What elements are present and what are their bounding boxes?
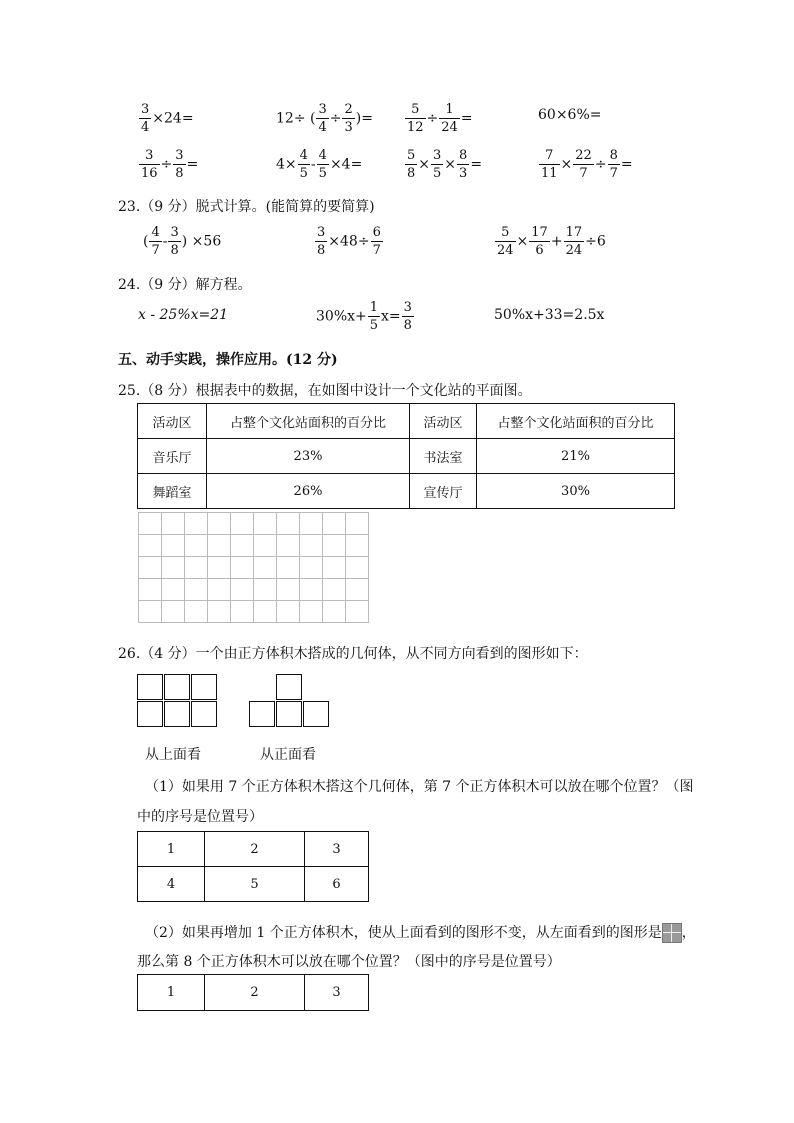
q24-eq-1: x - 25%x=21: [138, 307, 229, 323]
position-table-1: [137, 831, 369, 902]
position-cell: 4: [138, 867, 205, 902]
grid-cell[interactable]: [277, 557, 300, 579]
grid-cell[interactable]: [139, 513, 162, 535]
grid-cell[interactable]: [300, 535, 323, 557]
section-5-heading: 五、动手实践，操作应用。(12 分): [118, 352, 338, 368]
front-view-figure: [249, 674, 331, 728]
q23-expr-3: $\frac{5}{24}$ × $\frac{17}{6}$ + $\frac{17}{24}$ ÷6: [497, 225, 606, 258]
grid-cell[interactable]: [231, 513, 254, 535]
expr-r1-1: $\frac{3}{4}$ ×24=: [141, 102, 194, 135]
grid-cell[interactable]: [323, 513, 346, 535]
grid-cell[interactable]: [185, 557, 208, 579]
question-26-title: 26.（4 分）一个由正方体积木搭成的几何体，从不同方向看到的图形如下：: [118, 646, 588, 662]
grid-cell[interactable]: [231, 557, 254, 579]
expr-r1-3: $\frac{5}{12}$ ÷ $\frac{1}{24}$ =: [407, 102, 473, 135]
grid-cell[interactable]: [208, 579, 231, 601]
expr-r2-3: $\frac{5}{8}$ × $\frac{3}{5}$ × $\frac{8}{3}$ =: [407, 148, 483, 181]
grid-cell[interactable]: [254, 535, 277, 557]
table-cell: 书法室: [410, 439, 477, 474]
grid-cell[interactable]: [346, 535, 369, 557]
grid-cell[interactable]: [254, 579, 277, 601]
grid-cell[interactable]: [323, 579, 346, 601]
q24-eq-3: 50%x+33=2.5x: [494, 307, 605, 323]
grid-cell[interactable]: [277, 579, 300, 601]
q24-eq-2: 30%x+ $\frac{1}{5}$ x= $\frac{3}{8}$: [316, 300, 412, 333]
grid-cell[interactable]: [346, 601, 369, 623]
grid-cell[interactable]: [185, 601, 208, 623]
grid-cell[interactable]: [323, 557, 346, 579]
grid-cell[interactable]: [254, 513, 277, 535]
question-24-title: 24.（9 分）解方程。: [118, 277, 252, 293]
question-25-title: 25.（8 分）根据表中的数据，在如图中设计一个文化站的平面图。: [118, 383, 532, 399]
grid-cell[interactable]: [277, 601, 300, 623]
fraction: $\frac{3}{4}$: [141, 102, 150, 135]
grid-cell[interactable]: [185, 535, 208, 557]
table-header-cell: 活动区: [410, 404, 477, 439]
q26-part1-line1: （1）如果用 7 个正方体积木搭这个几何体，第 7 个正方体积木可以放在哪个位置？（图: [145, 779, 694, 795]
table-cell: 音乐厅: [138, 439, 207, 474]
grid-cell[interactable]: [346, 513, 369, 535]
grid-cell[interactable]: [231, 535, 254, 557]
grid-cell[interactable]: [254, 601, 277, 623]
position-cell: 1: [138, 975, 205, 1011]
top-view-label: 从上面看: [145, 747, 201, 763]
grid-cell[interactable]: [300, 557, 323, 579]
grid-cell[interactable]: [162, 535, 185, 557]
q23-expr-1: ( $\frac{4}{7}$ - $\frac{3}{8}$ ) ×56: [143, 225, 222, 258]
grid-cell[interactable]: [300, 601, 323, 623]
top-view-figure: [137, 674, 219, 728]
table-cell: 23%: [207, 439, 410, 474]
grid-cell[interactable]: [323, 535, 346, 557]
grid-cell[interactable]: [208, 601, 231, 623]
grid-cell[interactable]: [162, 557, 185, 579]
question-23-title: 23.（9 分）脱式计算。(能简算的要简算): [118, 199, 375, 215]
position-table-2: [137, 974, 369, 1011]
position-cell: 3: [305, 832, 369, 867]
grid-cell[interactable]: [231, 601, 254, 623]
grid-cell[interactable]: [162, 579, 185, 601]
table-cell: 舞蹈室: [138, 474, 207, 509]
grid-cell[interactable]: [300, 513, 323, 535]
expr-r1-2: 12÷ ( $\frac{3}{4}$ ÷ $\frac{2}{3}$ )=: [276, 102, 373, 135]
expr-r2-4: $\frac{7}{11}$ × $\frac{22}{7}$ ÷ $\frac{8}{7}$ =: [541, 148, 633, 181]
expr-r1-4: 60×6%=: [538, 107, 602, 123]
table-cell: 宣传厅: [410, 474, 477, 509]
q26-part1-line2: 中的序号是位置号）: [137, 809, 263, 825]
grid-cell[interactable]: [277, 535, 300, 557]
grid-cell[interactable]: [185, 579, 208, 601]
grid-cell[interactable]: [139, 557, 162, 579]
grid-cell[interactable]: [300, 579, 323, 601]
grid-cell[interactable]: [208, 557, 231, 579]
q26-part2-line1: （2）如果再增加 1 个正方体积木，使从上面看到的图形不变，从左面看到的图形是 ，: [145, 925, 696, 941]
position-cell: 2: [205, 832, 305, 867]
front-view-label: 从正面看: [260, 747, 316, 763]
position-cell: 1: [138, 832, 205, 867]
grid-cell[interactable]: [139, 579, 162, 601]
q23-expr-2: $\frac{3}{8}$ ×48÷ $\frac{6}{7}$: [317, 225, 381, 258]
grid-cell[interactable]: [254, 557, 277, 579]
grid-cell[interactable]: [139, 535, 162, 557]
table-cell: 26%: [207, 474, 410, 509]
grid-cell[interactable]: [346, 579, 369, 601]
q26-part2-line2: 那么第 8 个正方体积木可以放在哪个位置？（图中的序号是位置号）: [137, 954, 561, 970]
grid-cell[interactable]: [162, 601, 185, 623]
position-cell: 5: [205, 867, 305, 902]
grid-cell[interactable]: [231, 579, 254, 601]
q25-data-table: [137, 403, 675, 509]
grid-cell[interactable]: [162, 513, 185, 535]
grid-cell[interactable]: [208, 535, 231, 557]
expr-r2-2: 4× $\frac{4}{5}$ - $\frac{4}{5}$ ×4=: [276, 148, 363, 181]
grid-cell[interactable]: [208, 513, 231, 535]
table-cell: 21%: [477, 439, 675, 474]
grid-cell[interactable]: [323, 601, 346, 623]
grid-cell[interactable]: [346, 557, 369, 579]
grid-cell[interactable]: [185, 513, 208, 535]
grid-cell[interactable]: [139, 601, 162, 623]
left-view-square-icon: [662, 923, 682, 943]
table-cell: 30%: [477, 474, 675, 509]
position-cell: 3: [305, 975, 369, 1011]
expr-r2-1: $\frac{3}{16}$ ÷ $\frac{3}{8}$ =: [141, 148, 199, 181]
position-cell: 2: [205, 975, 305, 1011]
grid-cell[interactable]: [277, 513, 300, 535]
table-header-cell: 占整个文化站面积的百分比: [207, 404, 410, 439]
table-header-cell: 占整个文化站面积的百分比: [477, 404, 675, 439]
position-cell: 6: [305, 867, 369, 902]
drawing-grid[interactable]: [138, 512, 369, 623]
table-header-cell: 活动区: [138, 404, 207, 439]
